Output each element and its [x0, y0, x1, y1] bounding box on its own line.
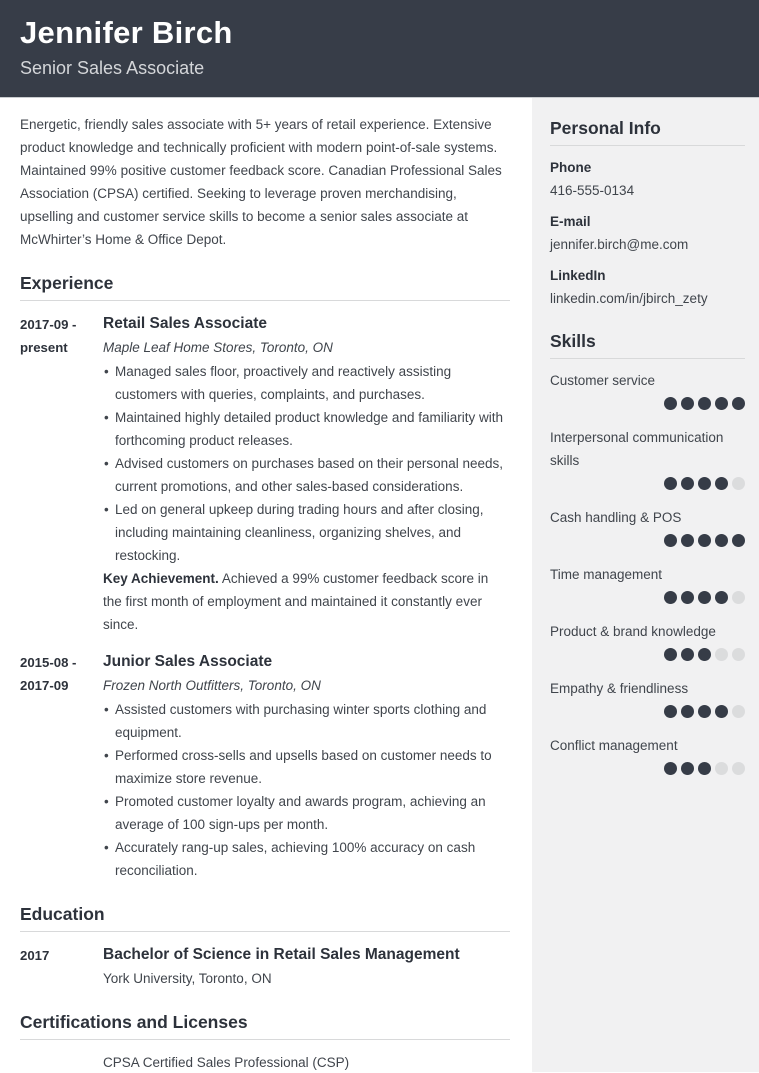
date-line: 2017-09	[20, 678, 69, 693]
key-achievement-text: Achieved a 99% customer feedback score in the first month of employment and maintained it constantly ever since.	[103, 571, 489, 632]
skill-rating-dots	[550, 477, 745, 490]
rating-dot-filled	[664, 534, 677, 547]
rating-dot-filled	[715, 397, 728, 410]
experience-dates	[20, 312, 103, 636]
certifications-heading: Certifications and Licenses	[20, 1012, 510, 1040]
education-dates	[20, 943, 103, 990]
rating-dot-filled	[732, 534, 745, 547]
skill-item	[550, 734, 745, 775]
rating-dot-filled	[715, 477, 728, 490]
rating-dot-filled	[664, 705, 677, 718]
contact-item-email	[550, 210, 745, 256]
rating-dot-empty	[715, 762, 728, 775]
rating-dot-filled	[732, 397, 745, 410]
rating-dot-filled	[715, 534, 728, 547]
job-bullet-list	[103, 698, 510, 882]
sidebar	[532, 98, 759, 1072]
skill-item	[550, 563, 745, 604]
school-name: York University, Toronto, ON	[103, 971, 272, 986]
skill-item	[550, 620, 745, 661]
rating-dot-empty	[732, 648, 745, 661]
job-bullet: • Accurately rang-up sales, achieving 100% accuracy on cash reconciliation.	[103, 836, 510, 882]
rating-dot-filled	[664, 397, 677, 410]
contact-label: LinkedIn	[550, 268, 606, 283]
contact-label: E-mail	[550, 214, 591, 229]
rating-dot-filled	[664, 591, 677, 604]
contact-item-phone	[550, 156, 745, 202]
certification-dates	[20, 1051, 103, 1073]
experience-heading: Experience	[20, 273, 510, 301]
rating-dot-filled	[715, 705, 728, 718]
rating-dot-filled	[698, 762, 711, 775]
date-line: 2015-08 -	[20, 655, 77, 670]
experience-details	[103, 650, 510, 882]
certification-entry	[20, 1051, 510, 1073]
rating-dot-empty	[732, 591, 745, 604]
date-line: 2017-09 -	[20, 317, 77, 332]
skill-name: Cash handling & POS	[550, 510, 682, 525]
rating-dot-empty	[732, 762, 745, 775]
rating-dot-filled	[681, 648, 694, 661]
rating-dot-filled	[681, 591, 694, 604]
job-bullet: • Maintained highly detailed product knowledge and familiarity with forthcoming product releases.	[103, 406, 510, 452]
certification-name: CPSA Certified Sales Professional (CSP)	[103, 1055, 350, 1070]
rating-dot-filled	[681, 762, 694, 775]
rating-dot-filled	[664, 477, 677, 490]
skill-item	[550, 677, 745, 718]
rating-dot-filled	[681, 397, 694, 410]
certification-details	[103, 1051, 510, 1073]
rating-dot-empty	[732, 705, 745, 718]
degree-title: Bachelor of Science in Retail Sales Management	[103, 946, 460, 963]
job-bullet: • Promoted customer loyalty and awards program, achieving an average of 100 sign-ups per month.	[103, 790, 510, 836]
key-achievement-label: Key Achievement.	[103, 571, 219, 586]
contact-label: Phone	[550, 160, 592, 175]
education-details	[103, 943, 510, 990]
resume-header	[0, 0, 759, 98]
rating-dot-filled	[664, 648, 677, 661]
rating-dot-filled	[681, 705, 694, 718]
summary-text: Energetic, friendly sales associate with 5+ years of retail experience. Extensive product knowledge and technically proficient with modern point-of-sale systems. Maintained 99% positive customer feedback score. Canadian Professional Sales Association (CPSA) certified. Seeking to leverage proven merchandising, upselling and customer service skills to become a senior sales associate at McWhirter’s Home & Office Depot.	[20, 117, 502, 247]
linkedin-value: linkedin.com/in/jbirch_zety	[550, 291, 708, 306]
skill-name: Time management	[550, 567, 663, 582]
experience-section	[20, 273, 510, 882]
rating-dot-filled	[681, 477, 694, 490]
person-name: Jennifer Birch	[20, 15, 233, 50]
rating-dot-filled	[681, 534, 694, 547]
job-bullet: • Led on general upkeep during trading hours and after closing, including maintaining cleanliness, organizing shelves, and restocking.	[103, 498, 510, 567]
skill-item	[550, 506, 745, 547]
rating-dot-filled	[698, 591, 711, 604]
skill-rating-dots	[550, 591, 745, 604]
contact-item-linkedin	[550, 264, 745, 310]
skill-name: Product & brand knowledge	[550, 624, 716, 639]
job-title: Retail Sales Associate	[103, 315, 267, 332]
experience-dates	[20, 650, 103, 882]
rating-dot-filled	[698, 534, 711, 547]
rating-dot-filled	[698, 648, 711, 661]
skill-name: Empathy & friendliness	[550, 681, 689, 696]
skills-heading: Skills	[550, 331, 745, 359]
experience-entry	[20, 312, 510, 636]
education-section	[20, 904, 510, 990]
phone-value: 416-555-0134	[550, 183, 635, 198]
job-bullet: • Assisted customers with purchasing winter sports clothing and equipment.	[103, 698, 510, 744]
skill-rating-dots	[550, 534, 745, 547]
skill-name: Conflict management	[550, 738, 678, 753]
job-bullet-list	[103, 360, 510, 567]
rating-dot-filled	[698, 477, 711, 490]
skill-rating-dots	[550, 648, 745, 661]
skill-rating-dots	[550, 705, 745, 718]
skill-item	[550, 369, 745, 410]
rating-dot-empty	[715, 648, 728, 661]
education-entry	[20, 943, 510, 990]
date-line: present	[20, 340, 68, 355]
rating-dot-filled	[698, 705, 711, 718]
job-bullet: • Performed cross-sells and upsells based on customer needs to maximize store revenue.	[103, 744, 510, 790]
skill-item	[550, 426, 745, 490]
job-company: Frozen North Outfitters, Toronto, ON	[103, 678, 321, 693]
main-column	[0, 98, 532, 1072]
skill-name: Customer service	[550, 373, 656, 388]
job-title: Junior Sales Associate	[103, 653, 273, 670]
person-title: Senior Sales Associate	[20, 58, 205, 78]
rating-dot-filled	[698, 397, 711, 410]
job-company: Maple Leaf Home Stores, Toronto, ON	[103, 340, 333, 355]
skill-name: Interpersonal communication skills	[550, 430, 724, 468]
experience-entry	[20, 650, 510, 882]
rating-dot-filled	[715, 591, 728, 604]
date-line: 2017	[20, 948, 50, 963]
key-achievement	[103, 567, 510, 636]
personal-info-heading: Personal Info	[550, 118, 745, 146]
rating-dot-filled	[664, 762, 677, 775]
job-bullet: • Advised customers on purchases based on their personal needs, current promotions, and other sales-based considerations.	[103, 452, 510, 498]
skill-rating-dots	[550, 397, 745, 410]
skill-rating-dots	[550, 762, 745, 775]
education-heading: Education	[20, 904, 510, 932]
resume-body	[0, 98, 759, 1072]
certifications-section	[20, 1012, 510, 1073]
rating-dot-empty	[732, 477, 745, 490]
email-value: jennifer.birch@me.com	[550, 237, 689, 252]
experience-details	[103, 312, 510, 636]
job-bullet: • Managed sales floor, proactively and reactively assisting customers with queries, complaints, and purchases.	[103, 360, 510, 406]
